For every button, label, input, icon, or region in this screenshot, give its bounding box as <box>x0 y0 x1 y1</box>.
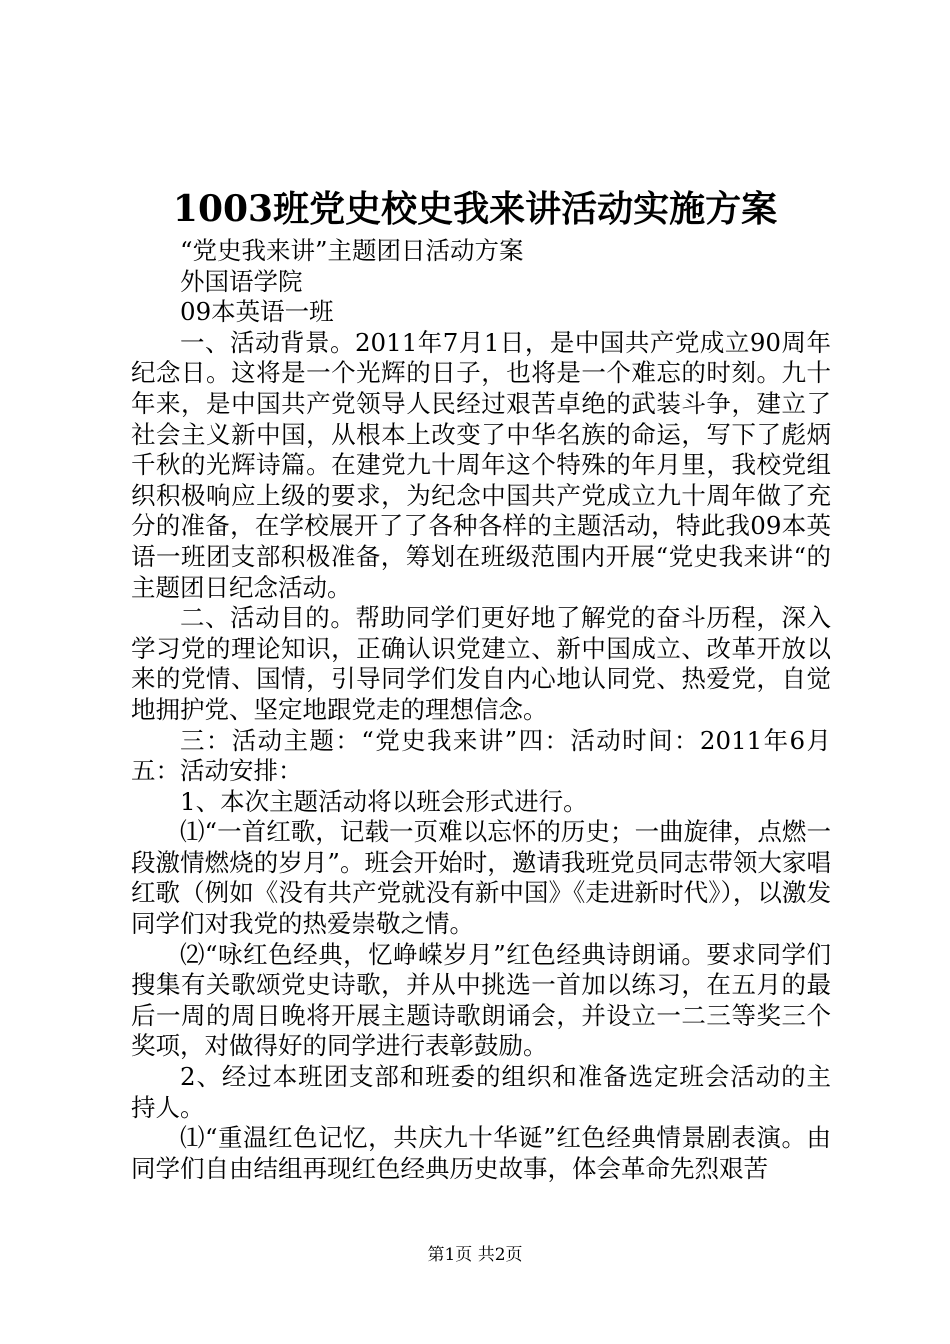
arrangement-item-1: 1、本次主题活动将以班会形式进行。 <box>180 786 588 816</box>
purpose-paragraph: 二、活动目的。帮助同学们更好地了解党的奋斗历程，深入学习党的理论知识，正确认识党建立、新中国成立、改革开放以来的党情、国情，引导同学们发自内心地认同党、热爱党，自觉地拥护党、坚定地跟党走的理想信念。 <box>131 603 831 724</box>
theme-time-paragraph: 三：活动主题：“党史我来讲”四：活动时间：2011年6月五：活动安排： <box>131 725 831 786</box>
background-paragraph: 一、活动背景。2011年7月1日，是中国共产党成立90周年纪念日。这将是一个光辉的日子，也将是一个难忘的时刻。九十年来，是中国共产党领导人民经过艰苦卓绝的武装斗争，建立了社会主义新中国，从根本上改变了中华名族的命运，写下了彪炳千秋的光辉诗篇。在建党九十周年这个特殊的年月里，我校党组织积极响应上级的要求，为纪念中国共产党成立九十周年做了充分的准备，在学校展开了了各种各样的主题活动，特此我09本英语一班团支部积极准备，筹划在班级范围内开展“党史我来讲“的主题团日纪念活动。 <box>131 327 831 602</box>
arrangement-item-2: 2、经过本班团支部和班委的组织和准备选定班会活动的主持人。 <box>131 1062 831 1122</box>
arrangement-subitem-1: ⑴“一首红歌，记载一页难以忘怀的历史；一曲旋律，点燃一段激情燃烧的岁月”。班会开始时，邀请我班党员同志带领大家唱红歌（例如《没有共产党就没有新中国》《走进新时代》），以激发同学们对我党的热爱崇敬之情。 <box>131 817 831 939</box>
subtitle-paragraph: “党史我来讲”主题团日活动方案 <box>180 236 524 265</box>
document-title: 1003班党史校史我来讲活动实施方案 <box>172 188 778 230</box>
class-paragraph: 09本英语一班 <box>180 297 334 327</box>
document-body <box>131 236 831 1184</box>
page-footer: 第1页 共2页 <box>427 1245 523 1265</box>
arrangement-subitem-3: ⑴“重温红色记忆，共庆九十华诞”红色经典情景剧表演。由同学们自由结组再现红色经典历史故事，体会革命先烈艰苦 <box>131 1123 831 1183</box>
department-paragraph: 外国语学院 <box>180 266 303 296</box>
arrangement-subitem-2: ⑵“咏红色经典，忆峥嵘岁月”红色经典诗朗诵。要求同学们搜集有关歌颂党史诗歌，并从中挑选一首加以练习，在五月的最后一周的周日晚将开展主题诗歌朗诵会，并设立一二三等奖三个奖项，对做得好的同学进行表彰鼓励。 <box>131 939 831 1061</box>
